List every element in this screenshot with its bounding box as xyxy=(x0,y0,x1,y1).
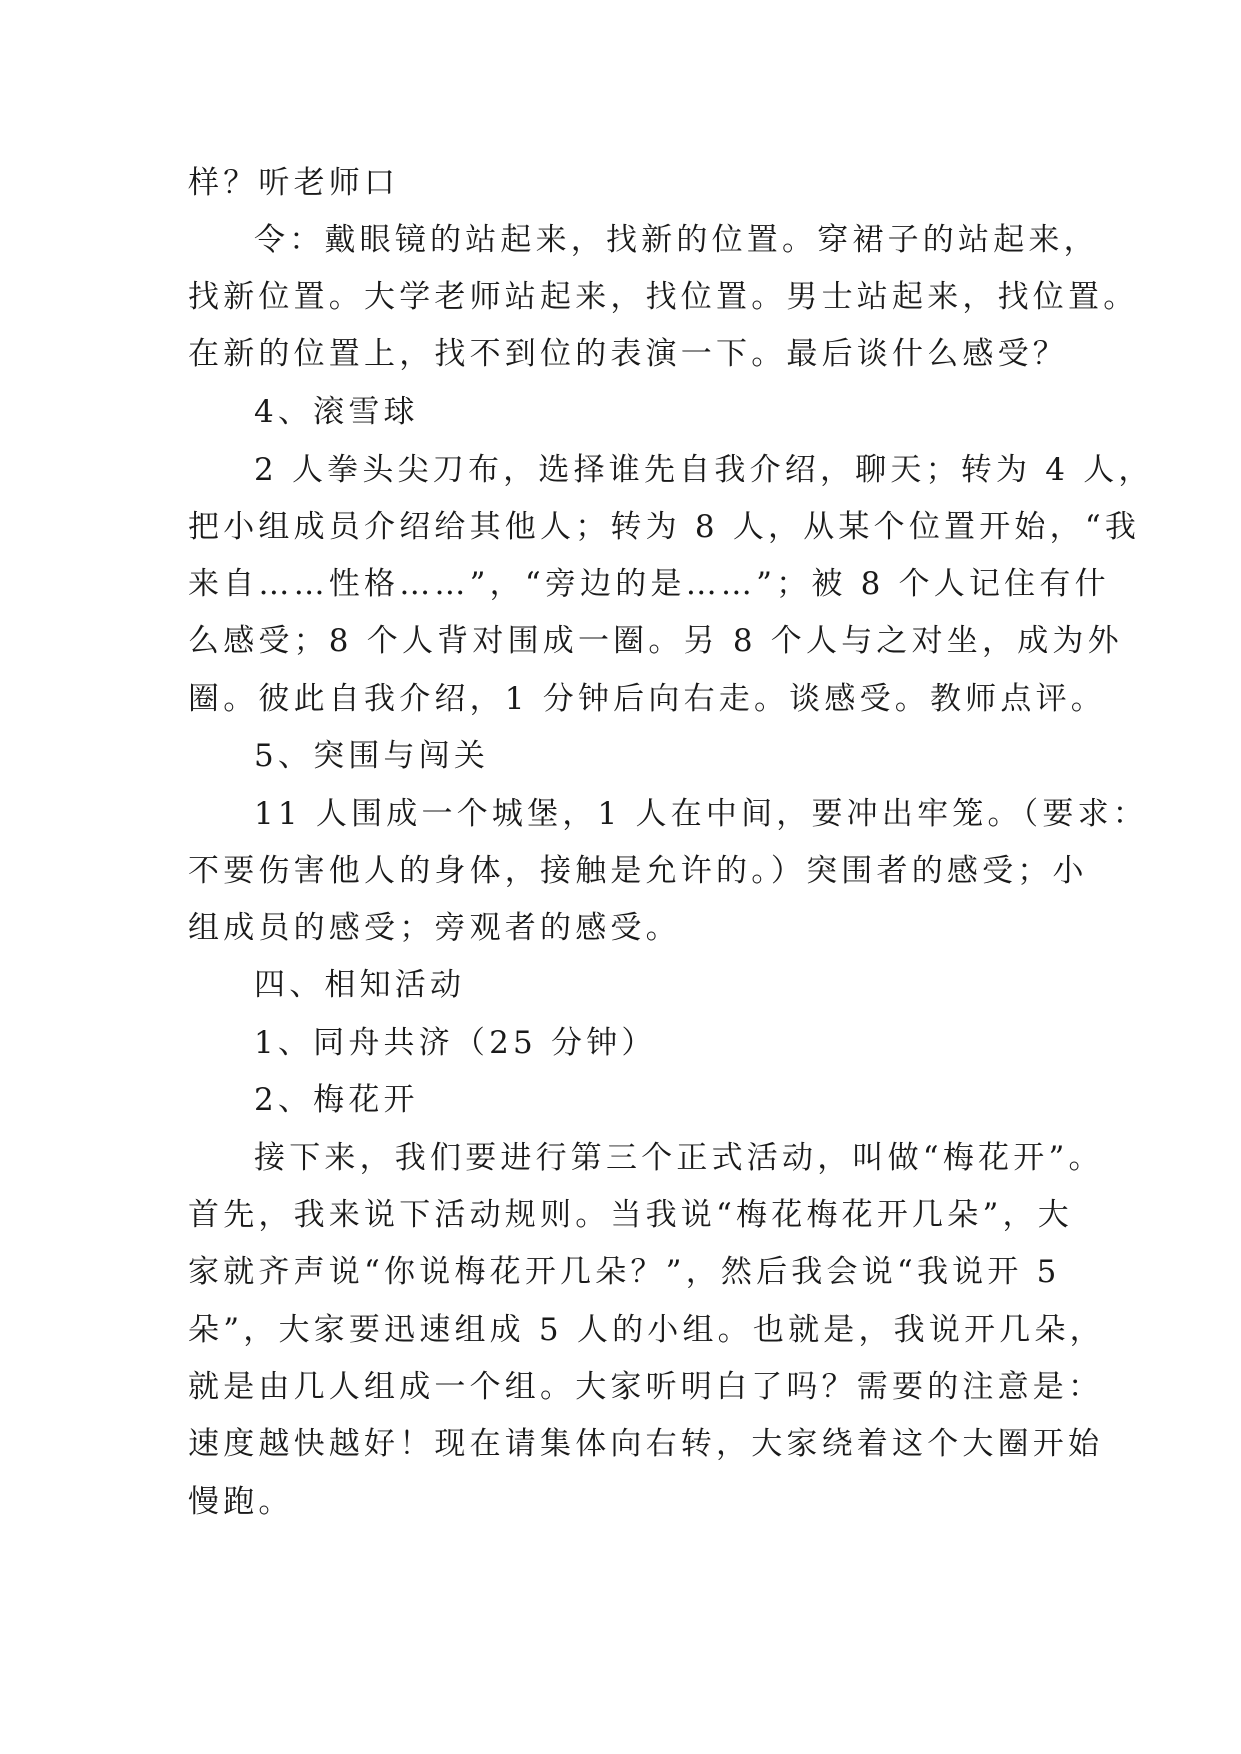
text-line-14: 组成员的感受；旁观者的感受。 xyxy=(188,910,681,946)
text-line-24: 慢跑。 xyxy=(188,1484,294,1520)
text-line-6: 2 人拳头尖刀布，选择谁先自我介绍，聊天；转为 4 人， xyxy=(254,452,1154,488)
heading-snowball: 4、滚雪球 xyxy=(254,394,419,430)
text-line-19: 首先，我来说下活动规则。当我说“梅花梅花开几朵”，大 xyxy=(188,1197,1073,1233)
text-line-23: 速度越快越好！现在请集体向右转，大家绕着这个大圈开始 xyxy=(188,1426,1104,1462)
text-line-7: 把小组成员介绍给其他人；转为 8 人，从某个位置开始，“我 xyxy=(188,509,1141,545)
text-line-20: 家就齐声说“你说梅花开几朵？”，然后我会说“我说开 5 xyxy=(188,1254,1061,1290)
heading-breakout: 5、突围与闯关 xyxy=(254,738,490,774)
text-line-3: 找新位置。大学老师站起来，找位置。男士站起来，找位置。 xyxy=(188,279,1139,315)
text-line-9: 么感受；8 个人背对围成一圈。另 8 个人与之对坐，成为外 xyxy=(188,623,1123,659)
text-line-2: 令：戴眼镜的站起来，找新的位置。穿裙子的站起来， xyxy=(254,222,1099,258)
heading-section-four: 四、相知活动 xyxy=(254,967,466,1003)
text-line-1: 样？听老师口 xyxy=(188,165,400,201)
text-line-12: 11 人围成一个城堡，1 人在中间，要冲出牢笼。（要求： xyxy=(254,796,1148,832)
text-line-21: 朵”，大家要迅速组成 5 人的小组。也就是，我说开几朵， xyxy=(188,1312,1105,1348)
text-line-8: 来自……性格……”，“旁边的是……”；被 8 个人记住有什 xyxy=(188,566,1110,602)
text-line-10: 圈。彼此自我介绍，1 分钟后向右走。谈感受。教师点评。 xyxy=(188,681,1106,717)
text-line-4: 在新的位置上，找不到位的表演一下。最后谈什么感受？ xyxy=(188,336,1068,372)
text-line-18: 接下来，我们要进行第三个正式活动，叫做“梅花开”。 xyxy=(254,1140,1104,1176)
text-line-13: 不要伤害他人的身体，接触是允许的。）突围者的感受；小 xyxy=(188,853,1088,889)
text-line-22: 就是由几人组成一个组。大家听明白了吗？需要的注意是： xyxy=(188,1369,1104,1405)
heading-plum-blossom: 2、梅花开 xyxy=(254,1082,419,1118)
heading-same-boat: 1、同舟共济（25 分钟） xyxy=(254,1025,657,1061)
